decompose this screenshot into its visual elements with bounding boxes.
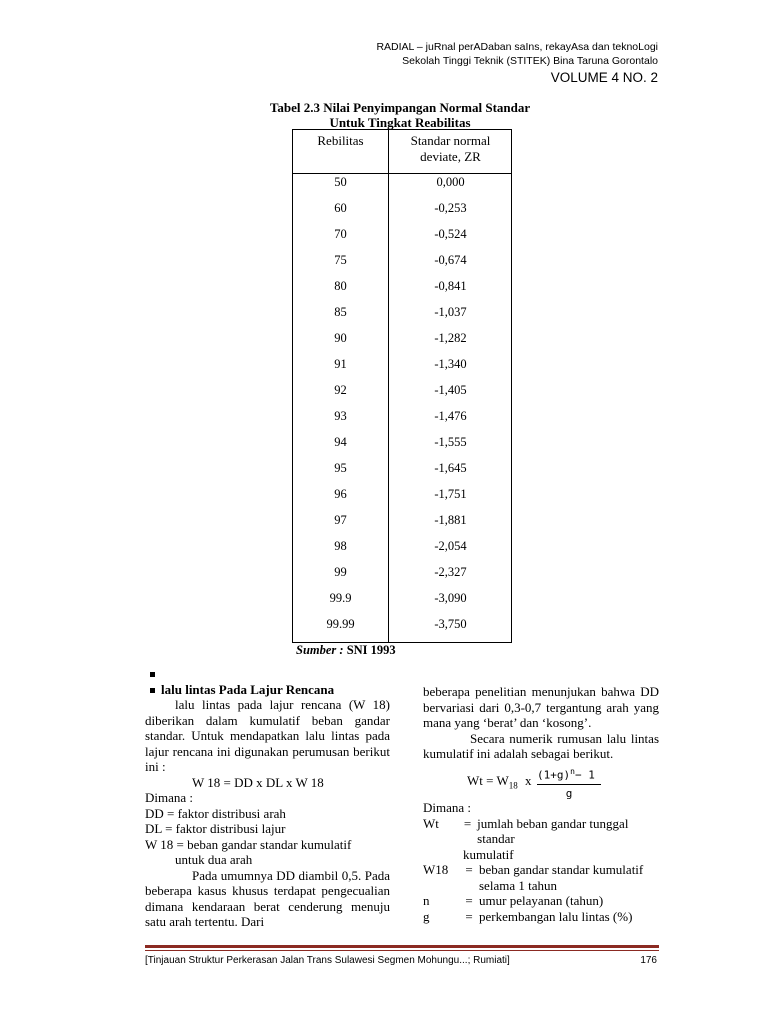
- table-header-zr: Standar normal deviate, ZR: [410, 133, 491, 164]
- formula-fraction-bar: [537, 784, 601, 785]
- footer-rule-thick: [145, 945, 659, 948]
- formula-numerator: $(1+g)^n- 1$: [537, 767, 595, 782]
- zr-cell: -1,282: [434, 331, 467, 345]
- reliability-cell: 99.9: [329, 591, 352, 605]
- table-title-line2: Untuk Tingkat Reabilitas: [329, 115, 471, 130]
- definition-symbol: W18: [423, 862, 449, 877]
- definition-dl: DL = faktor distribusi lajur: [145, 821, 286, 836]
- table-header-reliability: Rebilitas: [317, 133, 364, 148]
- reliability-cell: 97: [334, 513, 347, 527]
- zr-cell: -1,645: [434, 461, 467, 475]
- reliability-cell: 90: [334, 331, 347, 345]
- table-row: [293, 356, 511, 382]
- definition-list: [423, 816, 663, 925]
- definition-continuation: kumulatif: [463, 846, 514, 862]
- zr-cell: -3,750: [434, 617, 467, 631]
- reliability-cell: 96: [334, 487, 347, 501]
- zr-cell: -0,674: [434, 253, 467, 267]
- page-number: 176: [640, 955, 657, 966]
- empty-bullet-line: [145, 666, 390, 682]
- reliability-cell: 85: [334, 305, 347, 319]
- zr-cell: -1,405: [434, 383, 467, 397]
- right-definitions: [423, 800, 663, 924]
- formula-times: x: [525, 773, 532, 788]
- table-title: [250, 100, 550, 130]
- footer-rule-thin: [145, 950, 659, 951]
- reliability-cell: 98: [334, 539, 347, 553]
- formula-denominator: g: [565, 786, 573, 800]
- definition-item: [423, 862, 663, 893]
- zr-cell: -1,881: [434, 513, 467, 527]
- table-source: [296, 643, 396, 658]
- definition-text: perkembangan lalu lintas (%): [479, 908, 633, 924]
- zr-cell: -1,751: [434, 487, 467, 501]
- definition-equals: =: [465, 908, 473, 924]
- definition-text: umur pelayanan (tahun): [479, 893, 604, 908]
- reliability-cell: 50: [334, 175, 347, 189]
- zr-cell: -1,340: [434, 357, 467, 371]
- section-heading: lalu lintas Pada Lajur Rencana: [145, 682, 390, 698]
- definition-symbol: Wt: [423, 815, 439, 831]
- paragraph-research: beberapa penelitian menunjukan bahwa DD bervariasi dari 0,3-0,7 tergantung arah yang mana yang ‘berat’ dan ‘kosong’.: [423, 684, 659, 730]
- definition-item: [423, 893, 663, 909]
- definition-equals: =: [463, 815, 472, 831]
- table-row: [293, 408, 511, 434]
- footer-citation: [Tinjauan Struktur Perkerasan Jalan Trans Sulawesi Segmen Mohungu...; Rumiati]: [145, 955, 510, 966]
- reliability-table: [292, 129, 512, 643]
- left-column: [145, 666, 390, 930]
- table-row: [293, 382, 511, 408]
- zr-cell: -0,524: [434, 227, 467, 241]
- definition-item: [423, 816, 663, 863]
- right-column: [423, 684, 659, 762]
- definition-text: beban gandar standar kumulatif: [479, 862, 644, 877]
- paragraph-numeric: Secara numerik rumusan lalu lintas kumulatif ini adalah sebagai berikut.: [423, 730, 659, 761]
- table-row: [293, 304, 511, 330]
- table-row: [293, 538, 511, 564]
- table-row: [293, 512, 511, 538]
- reliability-cell: 99: [334, 565, 347, 579]
- table-row: [293, 200, 511, 226]
- formula-lhs: Wt = W: [467, 773, 509, 788]
- institution-name: Sekolah Tinggi Teknik (STITEK) Bina Taruna Gorontalo: [402, 55, 658, 67]
- definition-symbol: n: [423, 893, 430, 908]
- table-row: [293, 460, 511, 486]
- definition-w18-cont: untuk dua arah: [175, 852, 253, 867]
- table-row: [293, 278, 511, 304]
- bullet-icon: [150, 672, 155, 677]
- formula-subscript: 18: [508, 780, 518, 791]
- table-row: [293, 564, 511, 590]
- table-row: [293, 252, 511, 278]
- source-value: SNI 1993: [346, 643, 396, 657]
- reliability-cell: 95: [334, 461, 347, 475]
- definition-continuation: selama 1 tahun: [479, 877, 557, 893]
- zr-cell: -2,054: [434, 539, 467, 553]
- bullet-icon: [150, 688, 155, 693]
- journal-header: [376, 40, 658, 86]
- formula-fraction: [537, 765, 601, 800]
- table-row: [293, 616, 511, 642]
- zr-cell: 0,000: [436, 175, 465, 189]
- table-row: [293, 486, 511, 512]
- reliability-cell: 75: [334, 253, 347, 267]
- definition-symbol: g: [423, 908, 430, 924]
- definition-item: [423, 909, 663, 925]
- table-row: [293, 174, 511, 200]
- journal-name: RADIAL – juRnal perADaban saIns, rekayAsa dan teknoLogi: [376, 41, 658, 53]
- reliability-cell: 70: [334, 227, 347, 241]
- zr-cell: -2,327: [434, 565, 467, 579]
- equation-w18: W 18 = DD x DL x W 18: [192, 774, 324, 790]
- zr-cell: -0,253: [434, 201, 467, 215]
- paragraph-intro: lalu lintas pada lajur rencana (W 18) diberikan dalam kumulatif beban gandar standar. Untuk mendapatkan lalu lintas pada lajur rencana ini digunakan perumusan berikut ini :: [145, 697, 390, 774]
- page-footer: [145, 954, 659, 967]
- definition-text: jumlah beban gandar tunggal standar: [477, 815, 629, 846]
- reliability-cell: 99.99: [326, 617, 355, 631]
- table-row: [293, 590, 511, 616]
- zr-cell: -1,476: [434, 409, 467, 423]
- reliability-cell: 60: [334, 201, 347, 215]
- reliability-cell: 80: [334, 279, 347, 293]
- definition-equals: =: [465, 893, 473, 908]
- table-row: [293, 330, 511, 356]
- zr-cell: -0,841: [434, 279, 467, 293]
- reliability-cell: 91: [334, 357, 347, 371]
- table-title-line1: Tabel 2.3 Nilai Penyimpangan Normal Standar: [269, 100, 531, 115]
- zr-cell: -1,037: [434, 305, 467, 319]
- reliability-cell: 94: [334, 435, 347, 449]
- dimana-label: Dimana :: [145, 790, 194, 805]
- reliability-cell: 92: [334, 383, 347, 397]
- dimana-label-right: Dimana :: [423, 800, 472, 815]
- source-label: Sumber :: [296, 643, 344, 657]
- paragraph-dd: Pada umumnya DD diambil 0,5. Pada beberapa kasus khusus terdapat pengecualian dimana kendaraan berat cenderung menuju satu arah tertentu. Dari: [145, 867, 390, 929]
- definition-equals: =: [465, 862, 473, 877]
- volume-number: VOLUME 4 NO. 2: [550, 70, 658, 85]
- zr-cell: -1,555: [434, 435, 467, 449]
- table-row: [293, 434, 511, 460]
- table-row: [293, 226, 511, 252]
- definition-dd: DD = faktor distribusi arah: [145, 805, 286, 821]
- reliability-cell: 93: [334, 409, 347, 423]
- zr-cell: -3,090: [434, 591, 467, 605]
- definition-w18: W 18 = beban gandar standar kumulatif: [145, 836, 352, 852]
